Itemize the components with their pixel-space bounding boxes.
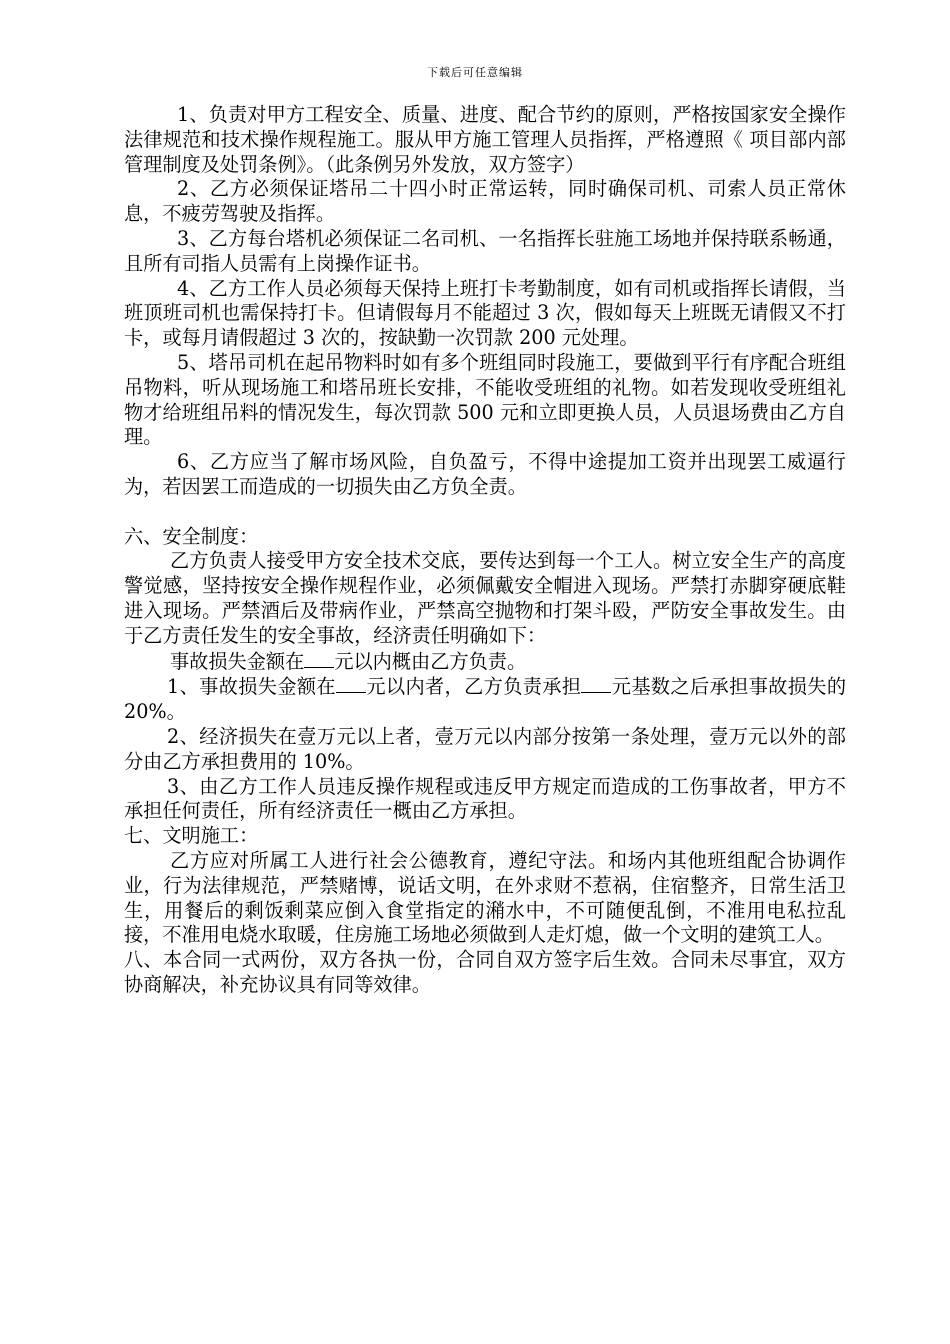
section-6-body: 乙方负责人接受甲方安全技术交底，要传达到每一个工人。树立安全生产的高度警觉感，坚持按安全操作规程作业，必须佩戴安全帽进入现场。严禁打赤脚穿硬底鞋进入现场。严禁酒后及带病作业，严禁高空抛物和打架斗殴，严防安全事故发生。由于乙方责任发生的安全事故，经济责任明确如下： — [124, 549, 846, 647]
clause-3: 3、乙方每台塔机必须保证二名司机、一名指挥长驻施工场地并保持联系畅通，且所有司指人员需有上岗操作证书。 — [124, 226, 846, 275]
page-header: 下载后可任意编辑 — [427, 66, 523, 79]
loss-text-b: 元以内概由乙方负责。 — [334, 649, 527, 673]
loss-text-a: 事故损失金额在 — [170, 649, 305, 673]
clause-4: 4、乙方工作人员必须每天保持上班打卡考勤制度，如有司机或指挥长请假，当班顶班司机也需保持打卡。但请假每月不能超过 3 次，假如每天上班既无请假又不打卡，或每月请假超过 3 次的，按缺勤一次罚款 200 元处理。 — [124, 276, 846, 350]
clause-1: 1、负责对甲方工程安全、质量、进度、配合节约的原则，严格按国家安全操作法律规范和技术操作规程施工。服从甲方施工管理人员指挥，严格遵照《 项目部内部管理制度及处罚条例》。（此条例另外发放，双方签字） — [124, 103, 846, 176]
clause-2: 2、乙方必须保证塔吊二十四小时正常运转，同时确保司机、司索人员正常休息，不疲劳驾驶及指挥。 — [124, 177, 846, 226]
amount-blank — [336, 674, 366, 693]
section-6-item-2: 2、经济损失在壹万元以上者，壹万元以内部分按第一条处理，壹万元以外的部分由乙方承担费用的 10%。 — [124, 724, 846, 773]
item-1-text-a: 1、事故损失金额在 — [167, 675, 336, 699]
clause-5: 5、塔吊司机在起吊物料时如有多个班组同时段施工，要做到平行有序配合班组吊物料，听从现场施工和塔吊班长安排，不能收受班组的礼物。如若发现收受班组礼物才给班组吊料的情况发生，每次罚款 500 元和立即更换人员，人员退场费由乙方自理。 — [124, 350, 846, 449]
section-7-body: 乙方应对所属工人进行社会公德教育，遵纪守法。和场内其他班组配合协调作业，行为法律规范，严禁赌博，说话文明，在外求财不惹祸，住宿整齐，日常生活卫生，用餐后的剩饭剩菜应倒入食堂指定的潲水中，不可随便乱倒，不准用电私拉乱接，不准用电烧水取暖，住房施工场地必须做到人走灯熄，做一个文明的建筑工人。 — [124, 848, 846, 947]
section-6-item-1 — [124, 674, 846, 725]
amount-blank — [581, 674, 611, 693]
section-6-title: 六、安全制度： — [124, 524, 259, 548]
amount-blank — [304, 649, 334, 668]
section-6-loss-line — [124, 649, 846, 675]
section-8: 八、本合同一式两份，双方各执一份，合同自双方签字后生效。合同未尽事宜，双方协商解决，补充协议具有同等效律。 — [124, 948, 846, 996]
section-6-item-3: 3、由乙方工作人员违反操作规程或违反甲方规定而造成的工伤事故者，甲方不承担任何责任，所有经济责任一概由乙方承担。 — [124, 774, 846, 823]
clause-6: 6、乙方应当了解市场风险，自负盈亏，不得中途提加工资并出现罢工威逼行为，若因罢工而造成的一切损失由乙方负全责。 — [124, 450, 846, 498]
item-1-text-c: 元基数之后承担事故损失的 20%。 — [124, 675, 847, 724]
section-7-title: 七、文明施工： — [124, 824, 259, 848]
blank-line — [124, 500, 846, 525]
item-1-text-b: 元以内者，乙方负责承担 — [365, 675, 582, 699]
document-body — [124, 103, 846, 998]
